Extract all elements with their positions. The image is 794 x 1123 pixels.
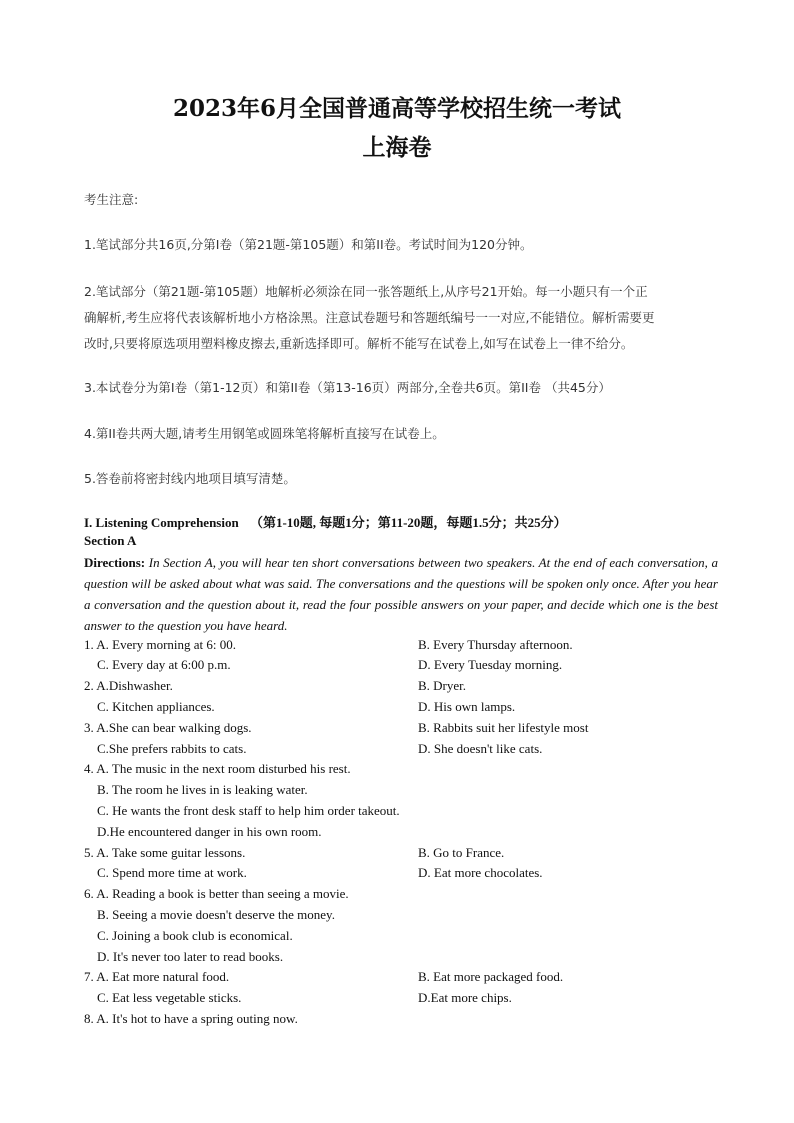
section-label: Section A: [84, 533, 137, 548]
notice-heading: 考生注意:: [84, 192, 139, 207]
q5-option-c: C. Spend more time at work.: [97, 865, 247, 880]
q6-option-b: B. Seeing a movie doesn't deserve the money.: [97, 907, 335, 922]
q3-option-c: C.She prefers rabbits to cats.: [97, 741, 247, 756]
exam-title: 2023年6月全国普通高等学校招生统一考试: [172, 95, 622, 122]
q3-option-b: B. Rabbits suit her lifestyle most: [418, 720, 589, 735]
q5-option-d: D. Eat more chocolates.: [418, 865, 543, 880]
directions-label: Directions:: [84, 555, 146, 570]
notice-item-2-line: 改时,只要将原选项用塑料橡皮擦去,重新选择即可。解析不能写在试卷上,如写在试卷上一律不给分。: [84, 336, 634, 351]
q2-option-c: C. Kitchen appliances.: [97, 699, 215, 714]
notice-item-4: 4.第II卷共两大题,请考生用钢笔或圆珠笔将解析直接写在试卷上。: [84, 426, 445, 441]
q1-option-d: D. Every Tuesday morning.: [418, 657, 563, 672]
notice-item-1: 1.笔试部分共16页,分第I卷（第21题-第105题）和第II卷。考试时间为120分钟。: [84, 237, 533, 252]
q1-option-c: C. Every day at 6:00 p.m.: [97, 657, 231, 672]
q6-option-c: C. Joining a book club is economical.: [97, 928, 293, 943]
directions-text: In Section A, you will hear ten short conversations between two speakers. At the end of each conversation, a question will be asked about what was said. The conversations and the questions will be spoken only once. After you hear a conversation and the question about it, read the four possible answers on your paper, and decide which one is the best answer to the question you have heard.: [84, 555, 718, 633]
q5-option-a: 5. A. Take some guitar lessons.: [84, 845, 246, 860]
q7-option-d: D.Eat more chips.: [418, 990, 512, 1005]
q8-option-a: 8. A. It's hot to have a spring outing now.: [84, 1011, 298, 1026]
notice-item-3: 3.本试卷分为第I卷（第1-12页）和第II卷（第13-16页）两部分,全卷共6页。第II卷 （共45分）: [84, 380, 611, 395]
q7-option-a: 7. A. Eat more natural food.: [84, 969, 230, 984]
part-title: I. Listening Comprehension: [84, 515, 239, 530]
notice-item-2-line: 2.笔试部分（第21题-第105题）地解析必须涂在同一张答题纸上,从序号21开始。每一小题只有一个正: [84, 284, 648, 299]
q4-option-c: C. He wants the front desk staff to help him order takeout.: [97, 803, 400, 818]
part-heading: [84, 512, 567, 531]
q2-option-b: B. Dryer.: [418, 678, 467, 693]
q1-option-a: 1. A. Every morning at 6: 00.: [84, 637, 237, 652]
q4-option-b: B. The room he lives in is leaking water.: [97, 782, 308, 797]
q2-option-a: 2. A.Dishwasher.: [84, 678, 173, 693]
q7-option-c: C. Eat less vegetable sticks.: [97, 990, 242, 1005]
q3-option-a: 3. A.She can bear walking dogs.: [84, 720, 252, 735]
q6-option-d: D. It's never too later to read books.: [97, 949, 284, 964]
notice-item-2: [84, 279, 718, 357]
q1-option-b: B. Every Thursday afternoon.: [418, 637, 573, 652]
directions: [84, 552, 718, 636]
exam-subtitle: 上海卷: [362, 134, 432, 161]
q4-option-d: D.He encountered danger in his own room.: [97, 824, 322, 839]
q5-option-b: B. Go to France.: [418, 845, 505, 860]
q2-option-d: D. His own lamps.: [418, 699, 516, 714]
q4-option-a: 4. A. The music in the next room disturbed his rest.: [84, 761, 351, 776]
q7-option-b: B. Eat more packaged food.: [418, 969, 564, 984]
notice-item-2-line: 确解析,考生应将代表该解析地小方格涂黑。注意试卷题号和答题纸编号一一对应,不能错位。解析需要更: [84, 310, 655, 325]
notice-item-5: 5.答卷前将密封线内地项目填写清楚。: [84, 471, 296, 486]
part-score: （第1-10题, 每题1分；第11-20题，每题1.5分；共25分）: [249, 515, 567, 530]
q3-option-d: D. She doesn't like cats.: [418, 741, 543, 756]
q6-option-a: 6. A. Reading a book is better than seeing a movie.: [84, 886, 349, 901]
